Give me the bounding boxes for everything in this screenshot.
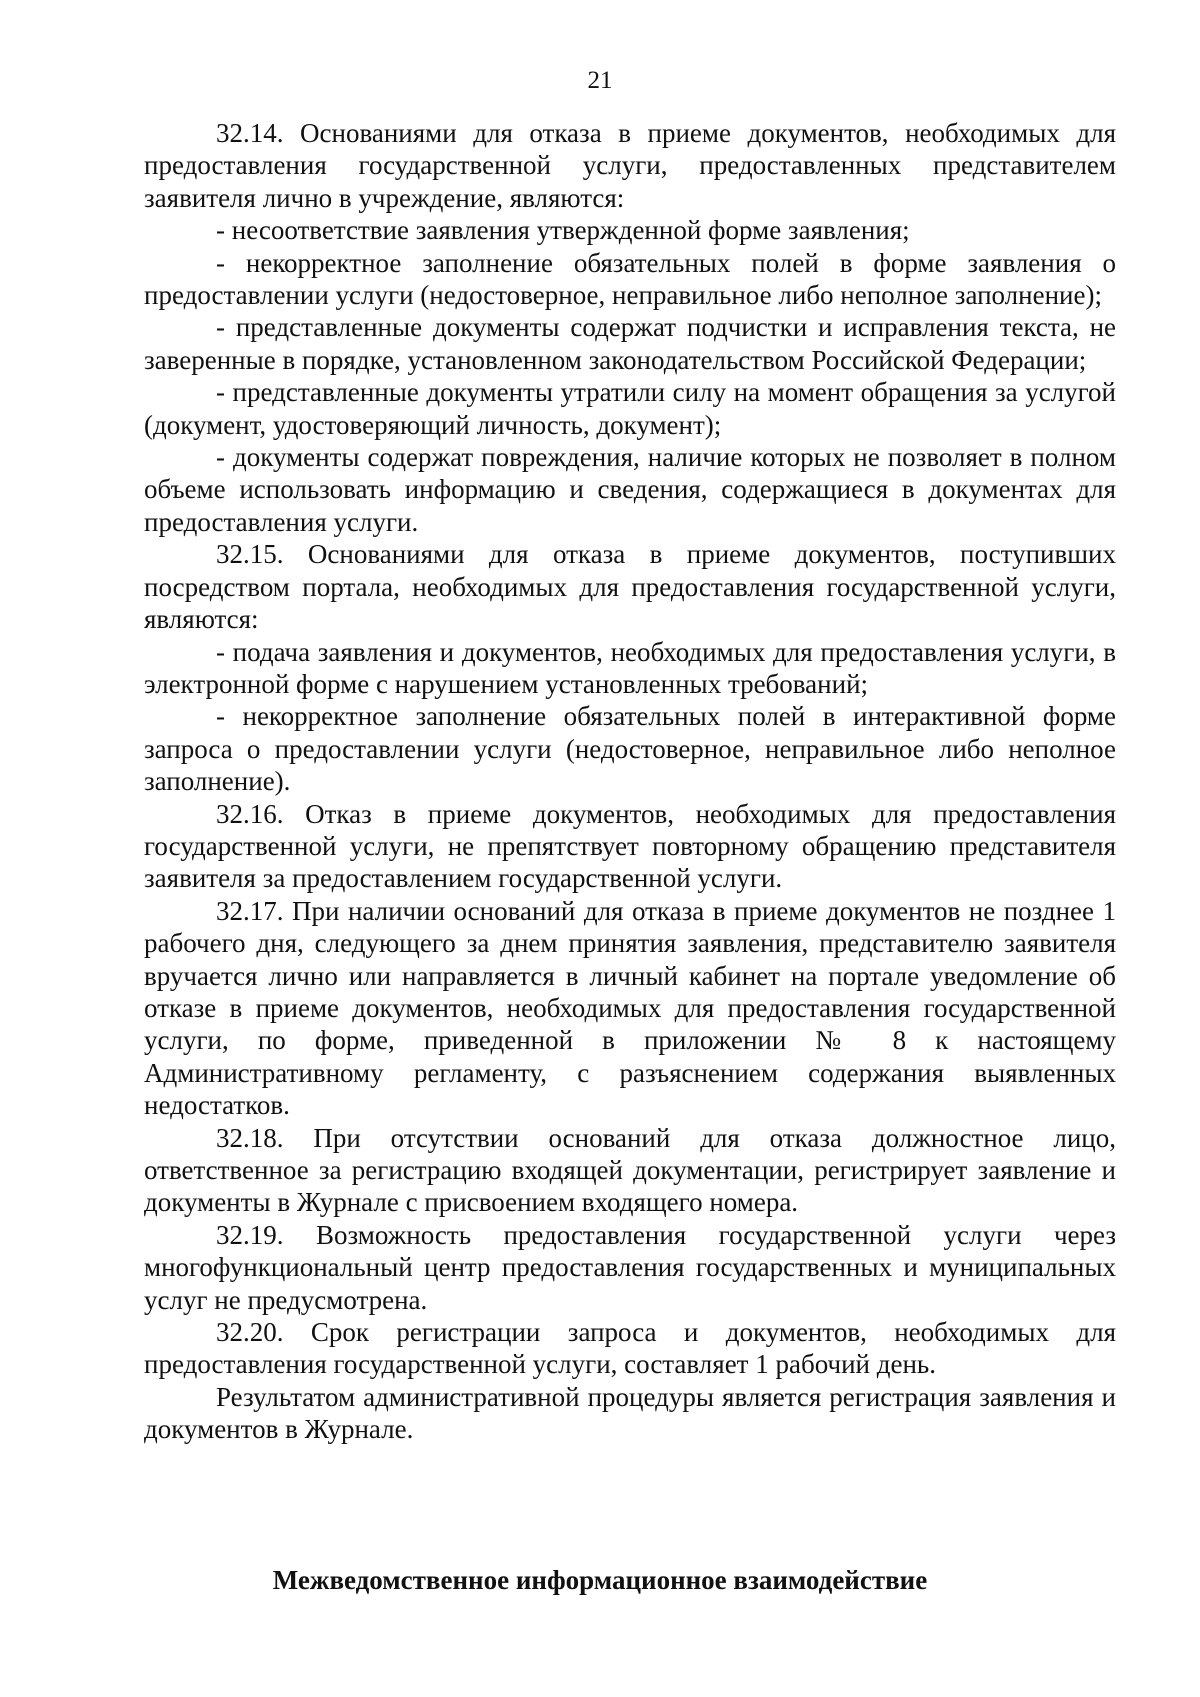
- paragraph-32-20: 32.20. Срок регистрации запроса и документов, необходимых для предоставления государственной услуги, составляет 1 рабочий день.: [144, 1317, 1116, 1380]
- list-item-incorrect-fields: - некорректное заполнение обязательных полей в форме заявления о предоставлении услуги (недостоверное, неправильное либо неполное заполнение);: [144, 247, 1116, 311]
- paragraph-32-18: 32.18. При отсутствии оснований для отказа должностное лицо, ответственное за регистрацию входящей документации, регистрирует заявление и документы в Журнале с присвоением входящего номера.: [144, 1122, 1116, 1218]
- list-item-erasures: - представленные документы содержат подчистки и исправления текста, не заверенные в порядке, установленном законодательством Российской Федерации;: [144, 312, 1116, 375]
- paragraph-result: Результатом административной процедуры является регистрация заявления и документов в Журнале.: [144, 1381, 1116, 1445]
- list-item-interactive-form: - некорректное заполнение обязательных полей в интерактивной форме запроса о предоставлении услуги (недостоверное, неправильное либо неполное заполнение).: [144, 701, 1116, 797]
- paragraph-32-14: 32.14. Основаниями для отказа в приеме документов, необходимых для предоставления государственной услуги, предоставленных представителем заявителя лично в учреждение, являются:: [144, 118, 1116, 213]
- document-body: [144, 117, 1116, 1446]
- list-item-damaged-documents: - документы содержат повреждения, наличие которых не позволяет в полном объеме использовать информацию и сведения, содержащиеся в документах для предоставления услуги.: [144, 442, 1116, 537]
- list-item-expired-documents: - представленные документы утратили силу на момент обращения за услугой (документ, удостоверяющий личность, документ);: [144, 377, 1116, 440]
- list-item-form-mismatch: - несоответствие заявления утвержденной форме заявления;: [216, 215, 910, 246]
- paragraph-32-15: 32.15. Основаниями для отказа в приеме документов, поступивших посредством портала, необходимых для предоставления государственной услуги, являются:: [144, 539, 1116, 635]
- page-number: 21: [587, 67, 613, 94]
- paragraph-32-16: 32.16. Отказ в приеме документов, необходимых для предоставления государственной услуги, не препятствует повторному обращению представителя заявителя за предоставлением государственной услуги.: [144, 798, 1116, 894]
- section-heading: Межведомственное информационное взаимодействие: [272, 1565, 928, 1595]
- paragraph-32-19: 32.19. Возможность предоставления государственной услуги через многофункциональный центр предоставления государственных и муниципальных услуг не предусмотрена.: [144, 1219, 1116, 1315]
- list-item-electronic-violation: - подача заявления и документов, необходимых для предоставления услуги, в электронной форме с нарушением установленных требований;: [144, 636, 1116, 699]
- paragraph-32-17: 32.17. При наличии оснований для отказа в приеме документов не позднее 1 рабочего дня, следующего за днем принятия заявления, представителю заявителя вручается лично или направляется в личный кабинет на портале уведомление об отказе в приеме документов, необходимых для предоставления государственной услуги, по форме, приведенной в приложении № 8 к настоящему Административному регламенту, с разъяснением содержания выявленных недостатков.: [144, 895, 1116, 1121]
